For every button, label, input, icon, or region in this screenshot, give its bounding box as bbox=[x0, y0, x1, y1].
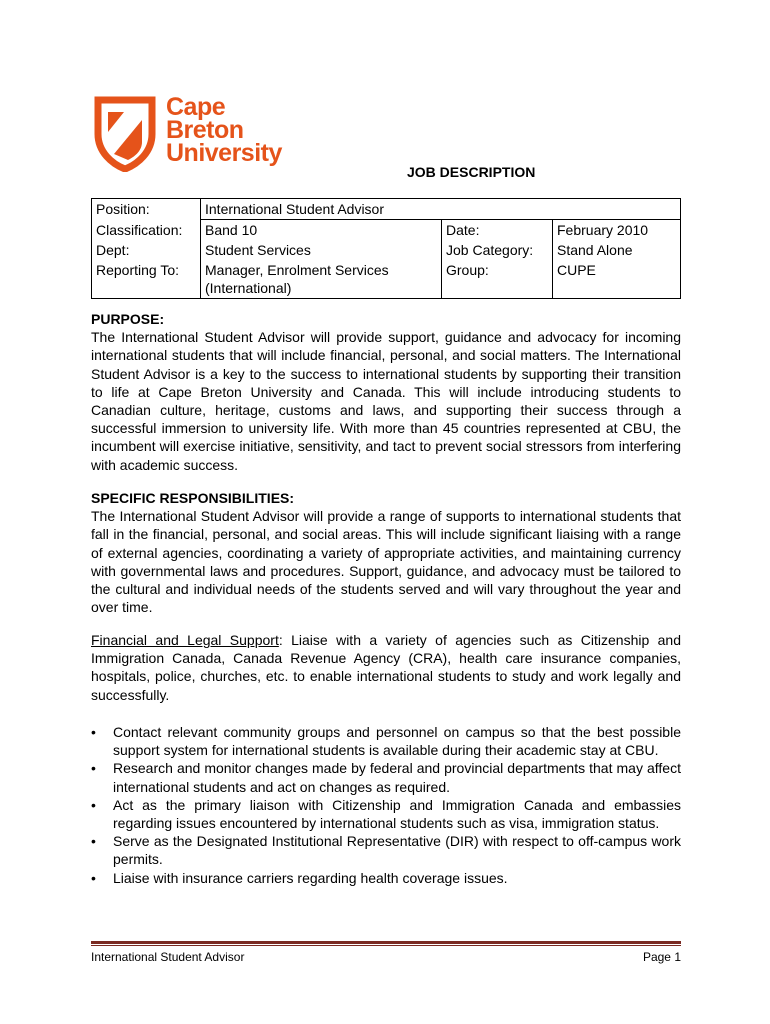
group-label: Group: bbox=[442, 260, 553, 299]
date-label: Date: bbox=[442, 220, 553, 241]
responsibilities-section bbox=[91, 489, 681, 616]
classification-value: Band 10 bbox=[201, 220, 442, 241]
dept-value: Student Services bbox=[201, 240, 442, 260]
date-value: February 2010 bbox=[553, 220, 681, 241]
document-title: JOB DESCRIPTION bbox=[407, 164, 536, 180]
bullet-icon: • bbox=[91, 760, 96, 777]
logo-text-line1: Cape bbox=[166, 93, 226, 121]
university-logo bbox=[94, 93, 294, 176]
page-number: Page 1 bbox=[642, 950, 681, 964]
classification-label: Classification: bbox=[92, 220, 201, 241]
shield-emblem-icon bbox=[94, 96, 156, 172]
logo-text-line3: University bbox=[166, 139, 282, 167]
purpose-heading: PURPOSE: bbox=[91, 311, 165, 327]
list-item: • Serve as the Designated Institutional Representative (DIR) with respect to off-campus work permits. bbox=[91, 833, 681, 868]
list-item: • Liaise with insurance carriers regarding health coverage issues. bbox=[91, 869, 508, 886]
financial-text: : Liaise with a variety of agencies such as Citizenship and Immigration Canada, Canada Revenue Agency (CRA), health care insurance companies, hospitals, police, churches, etc. to enable international students to study and work legally and successfully. bbox=[91, 632, 681, 703]
footer-doc-title: International Student Advisor bbox=[91, 950, 245, 964]
job-info-table bbox=[91, 198, 681, 299]
list-item: • Research and monitor changes made by federal and provincial departments that may affect international students and act on changes as required. bbox=[91, 760, 681, 795]
footer-divider bbox=[91, 941, 681, 944]
position-value: International Student Advisor bbox=[201, 199, 681, 220]
reporting-value-line1: Manager, Enrolment Services bbox=[205, 262, 389, 278]
bullet-icon: • bbox=[91, 724, 96, 740]
logo-text-line2: Breton bbox=[166, 116, 244, 144]
purpose-section bbox=[91, 310, 681, 474]
responsibilities-text: The International Student Advisor will provide a range of supports to international students that fall in the financial, personal, and social areas. This will include significant liaising with a range of external agencies, coordinating a variety of appropriate activities, and maintaining currency with governmental laws and procedures. Support, guidance, and advocacy must be tailored to the cultural and individual needs of the students served and will vary throughout the year and over time. bbox=[91, 508, 681, 616]
purpose-text: The International Student Advisor will provide support, guidance and advocacy for incoming international students that will include financial, personal, and social matters. The International Student Advisor is a key to the success to international students by supporting their transition to life at Cape Breton University and Canada. This will include introducing students to Canadian culture, heritage, customs and laws, and supporting their success through a successful immersion to university life. With more than 45 countries represented at CBU, the incumbent will exercise initiative, sensitivity, and tact to prevent social stressors from interfering with academic success. bbox=[91, 329, 681, 473]
footer-divider-thin bbox=[91, 945, 681, 946]
category-label: Job Category: bbox=[442, 240, 553, 260]
bullet-icon: • bbox=[91, 833, 96, 850]
reporting-value-line2: (International) bbox=[205, 280, 292, 296]
bullet-icon: • bbox=[91, 869, 96, 886]
reporting-label: Reporting To: bbox=[92, 260, 201, 299]
list-item: • Contact relevant community groups and personnel on campus so that the best possible support system for international students is available during their academic stay at CBU. bbox=[91, 724, 681, 759]
category-value: Stand Alone bbox=[553, 240, 681, 260]
responsibility-bullet-list bbox=[91, 723, 681, 887]
list-item: • Act as the primary liaison with Citizenship and Immigration Canada and embassies regarding issues encountered by international students such as visa, immigration status. bbox=[91, 796, 681, 832]
dept-label: Dept: bbox=[92, 240, 201, 260]
financial-section bbox=[91, 631, 681, 704]
group-value: CUPE bbox=[553, 260, 681, 299]
position-label: Position: bbox=[92, 199, 201, 220]
financial-heading: Financial and Legal Support bbox=[91, 632, 279, 648]
responsibilities-heading: SPECIFIC RESPONSIBILITIES: bbox=[91, 490, 295, 506]
bullet-icon: • bbox=[91, 796, 96, 813]
reporting-value bbox=[201, 260, 442, 299]
